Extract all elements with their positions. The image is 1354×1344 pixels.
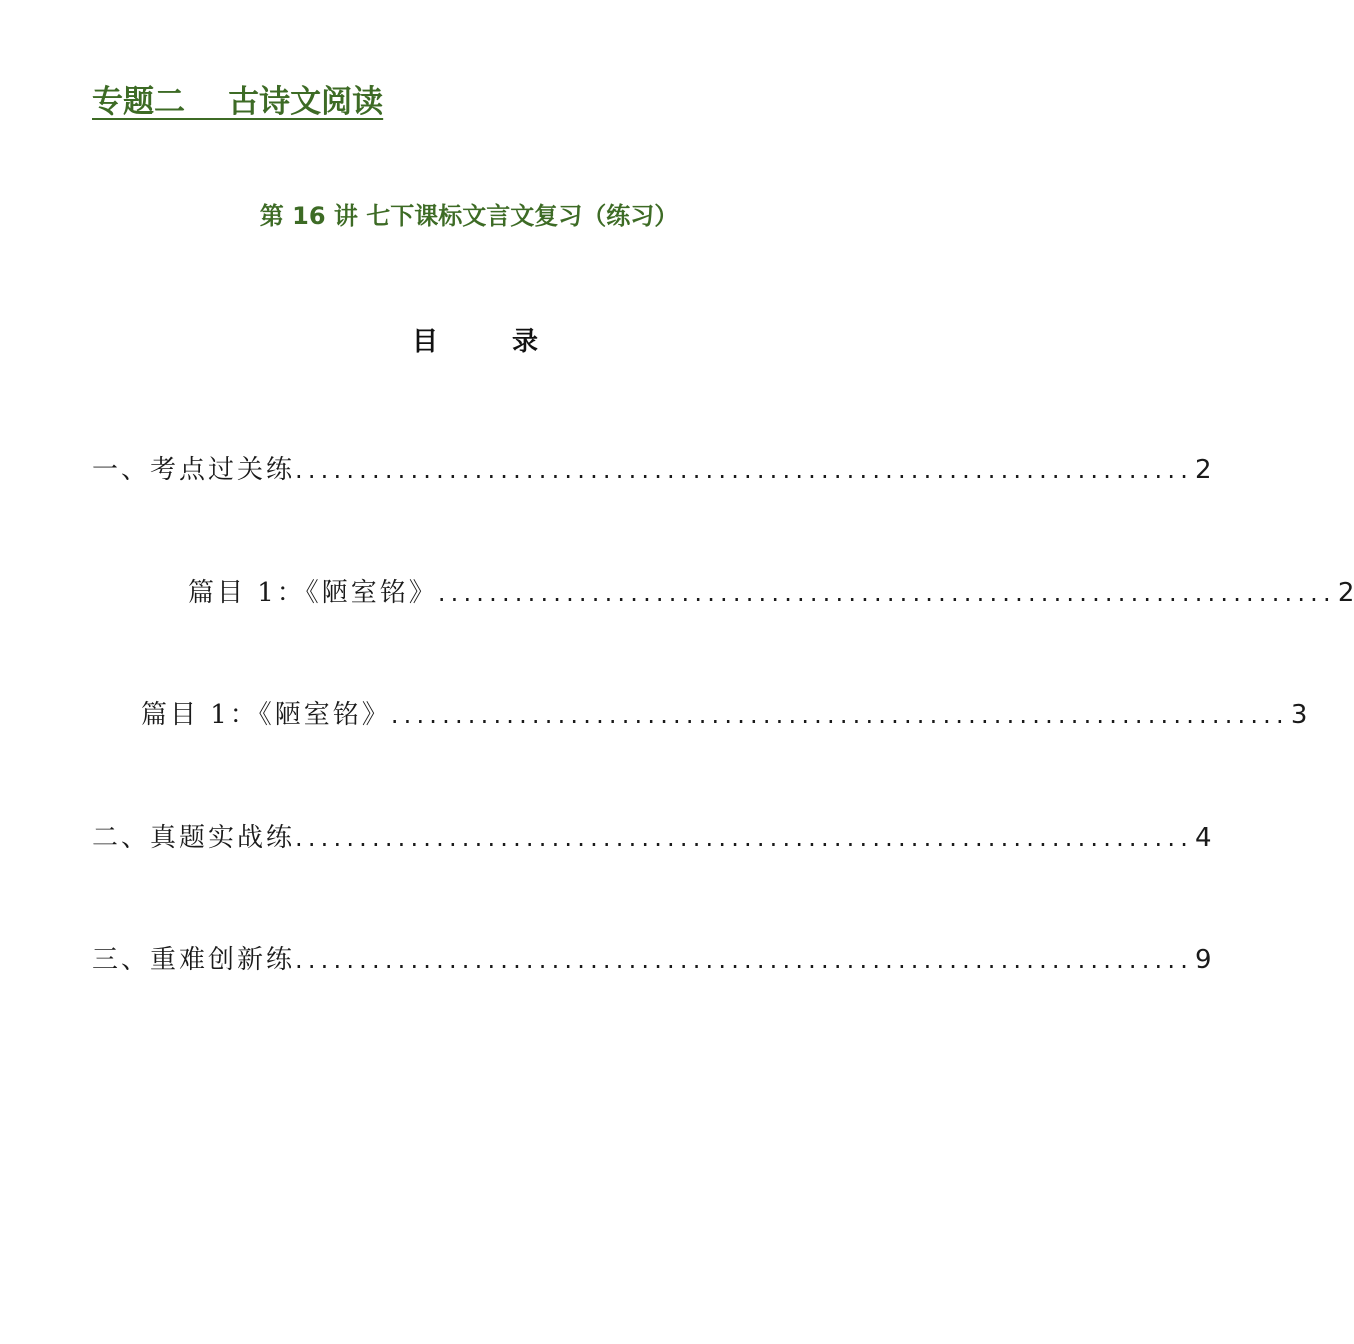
toc-page-number: 3 (1290, 700, 1308, 730)
toc-entry-label: 二、真题实战练 (92, 823, 296, 853)
toc-page-number: 2 (1195, 455, 1212, 485)
toc-entry-subsection-1[interactable] (188, 573, 1354, 613)
toc-entry-label: 篇目 1：《陋室铭》 (188, 578, 438, 608)
toc-entry-label: 篇目 1：《陋室铭》 (141, 700, 391, 730)
toc-leader-dots: ...................................................................... (390, 701, 1289, 729)
toc-page-number: 9 (1195, 945, 1212, 975)
toc-leader-dots: ...................................................................... (295, 824, 1194, 852)
toc-entry-section-3[interactable] (92, 940, 1212, 980)
toc-heading (412, 320, 538, 364)
toc-leader-dots: ...................................................................... (295, 946, 1194, 974)
toc-entry-section-1[interactable] (92, 450, 1212, 490)
toc-heading-left: 目 (412, 327, 439, 357)
toc-leader-dots: ...................................................................... (437, 579, 1336, 607)
toc-entry-section-2[interactable] (92, 818, 1212, 858)
toc-entry-label: 三、重难创新练 (92, 945, 296, 975)
toc-entry-subsection-2[interactable] (141, 695, 1308, 735)
lecture-title: 第 16 讲 七下课标文言文复习（练习） (259, 202, 679, 230)
topic-header: 专题二 古诗文阅读 (92, 84, 384, 120)
toc-page-number: 4 (1195, 823, 1212, 853)
toc-entry-label: 一、考点过关练 (92, 455, 296, 485)
toc-page-number: 2 (1337, 578, 1354, 608)
toc-leader-dots: ...................................................................... (295, 456, 1194, 484)
toc-heading-right: 录 (512, 327, 539, 357)
